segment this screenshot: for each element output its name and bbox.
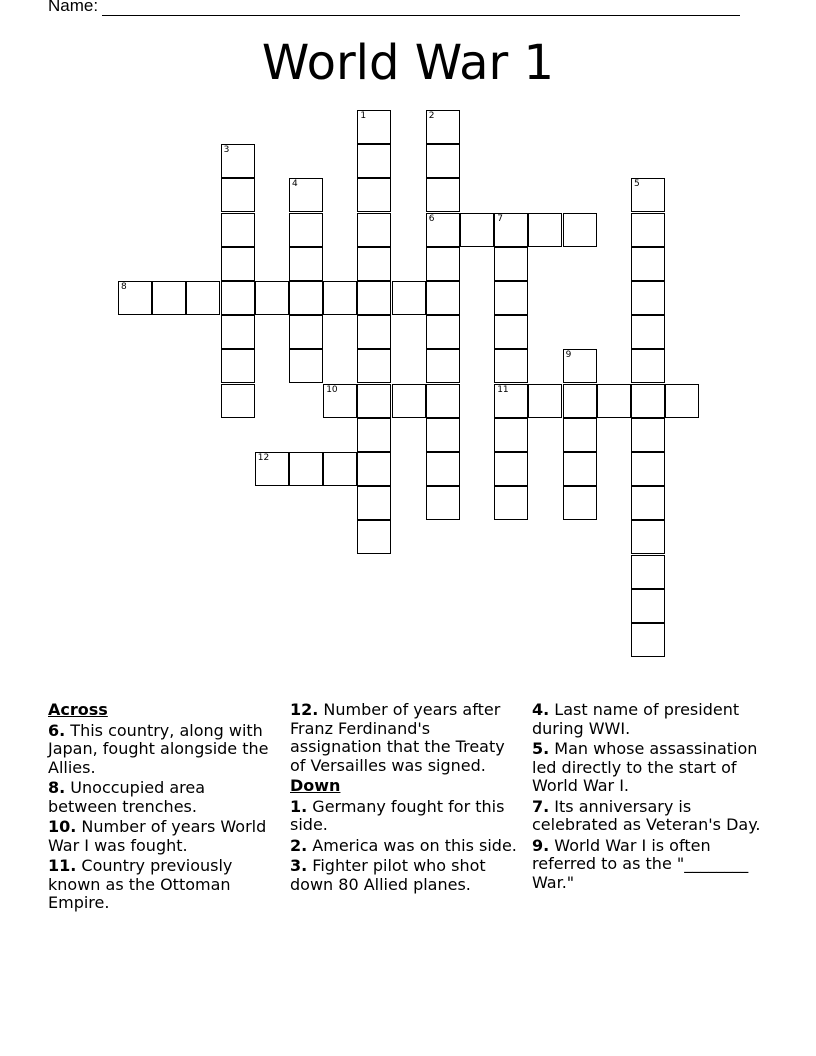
crossword-cell[interactable] <box>357 178 391 212</box>
crossword-cell[interactable] <box>323 452 357 486</box>
clue-number: 4. <box>532 700 550 719</box>
clue-down-1 <box>290 798 524 835</box>
crossword-cell[interactable] <box>221 144 255 178</box>
crossword-cell[interactable] <box>494 315 528 349</box>
crossword-cell[interactable] <box>186 281 220 315</box>
crossword-cell[interactable] <box>221 384 255 418</box>
crossword-cell[interactable] <box>563 418 597 452</box>
cell-number: 6 <box>428 213 435 224</box>
clues-column-3 <box>532 701 772 894</box>
crossword-cell[interactable] <box>563 452 597 486</box>
crossword-cell[interactable] <box>426 315 460 349</box>
crossword-cell[interactable] <box>426 213 460 247</box>
crossword-cell[interactable] <box>392 281 426 315</box>
crossword-cell[interactable] <box>255 452 289 486</box>
clue-number: 12. <box>290 700 319 719</box>
clue-down-7 <box>532 798 772 835</box>
crossword-cell[interactable] <box>563 486 597 520</box>
clue-down-4 <box>532 701 772 738</box>
crossword-cell[interactable] <box>528 213 562 247</box>
crossword-cell[interactable] <box>494 247 528 281</box>
crossword-cell[interactable] <box>221 315 255 349</box>
crossword-cell[interactable] <box>289 247 323 281</box>
crossword-cell[interactable] <box>357 144 391 178</box>
clue-text: Country previously known as the Ottoman Empire. <box>48 856 233 912</box>
crossword-cell[interactable] <box>289 452 323 486</box>
crossword-cell[interactable] <box>494 418 528 452</box>
clue-text: Fighter pilot who shot down 80 Allied planes. <box>290 856 486 894</box>
crossword-cell[interactable] <box>221 213 255 247</box>
crossword-cell[interactable] <box>221 178 255 212</box>
crossword-cell[interactable] <box>289 281 323 315</box>
crossword-cell[interactable] <box>631 315 665 349</box>
clue-number: 7. <box>532 796 550 816</box>
clue-text: Number of years World War I was fought. <box>48 817 267 855</box>
clue-text: This country, along with Japan, fought alongside the Allies. <box>48 720 269 777</box>
crossword-cell[interactable] <box>152 281 186 315</box>
crossword-cell[interactable] <box>563 349 597 383</box>
clues-column-1 <box>48 701 270 915</box>
crossword-cell[interactable] <box>357 247 391 281</box>
cell-number: 3 <box>223 145 230 156</box>
crossword-cell[interactable] <box>631 520 665 554</box>
crossword-cell[interactable] <box>357 520 391 554</box>
crossword-cell[interactable] <box>323 281 357 315</box>
cell-number: 9 <box>565 350 572 361</box>
crossword-cell[interactable] <box>631 384 665 418</box>
clue-down-2 <box>290 837 524 856</box>
crossword-cell[interactable] <box>426 349 460 383</box>
cell-number: 5 <box>634 179 640 190</box>
crossword-cell[interactable] <box>494 349 528 383</box>
crossword-cell[interactable] <box>357 213 391 247</box>
down-heading: Down <box>290 776 341 795</box>
crossword-cell[interactable] <box>665 384 699 418</box>
crossword-cell[interactable] <box>221 281 255 315</box>
across-heading: Across <box>48 700 108 719</box>
clue-text: Number of years after Franz Ferdinand's assignation that the Treaty of Versailles was signed. <box>290 700 505 775</box>
crossword-cell[interactable] <box>357 349 391 383</box>
crossword-cell[interactable] <box>426 384 460 418</box>
crossword-cell[interactable] <box>323 384 357 418</box>
crossword-cell[interactable] <box>597 384 631 418</box>
crossword-cell[interactable] <box>631 213 665 247</box>
crossword-cell[interactable] <box>494 281 528 315</box>
crossword-cell[interactable] <box>426 144 460 178</box>
crossword-cell[interactable] <box>289 349 323 383</box>
crossword-cell[interactable] <box>357 281 391 315</box>
crossword-cell[interactable] <box>631 623 665 657</box>
clue-down-9 <box>532 837 772 893</box>
clues-column-2 <box>290 701 524 896</box>
cell-number: 1 <box>360 111 367 121</box>
crossword-cell[interactable] <box>255 281 289 315</box>
crossword-cell[interactable] <box>289 315 323 349</box>
crossword-cell[interactable] <box>118 281 152 315</box>
crossword-cell[interactable] <box>426 418 460 452</box>
name-label: Name: <box>48 0 99 15</box>
clue-text: Unoccupied area between trenches. <box>48 778 206 816</box>
clue-text: World War I is often referred to as the "________ War." <box>532 835 749 892</box>
crossword-cell[interactable] <box>426 486 460 520</box>
crossword-cell[interactable] <box>631 281 665 315</box>
crossword-cell[interactable] <box>563 384 597 418</box>
clue-number: 1. <box>290 796 308 816</box>
clue-text: Last name of president during WWI. <box>532 700 740 738</box>
crossword-cell[interactable] <box>289 178 323 212</box>
cell-number: 7 <box>497 213 503 224</box>
crossword-cell[interactable] <box>494 384 528 418</box>
crossword-cell[interactable] <box>392 384 426 418</box>
crossword-cell[interactable] <box>631 247 665 281</box>
clue-text: Its anniversary is celebrated as Veteran's Day. <box>532 796 761 834</box>
clue-text: America was on this side. <box>307 835 517 855</box>
crossword-cell[interactable] <box>528 384 562 418</box>
clue-number: 11. <box>48 856 77 875</box>
clue-across-8 <box>48 779 270 816</box>
crossword-cell[interactable] <box>289 213 323 247</box>
crossword-cell[interactable] <box>563 213 597 247</box>
crossword-cell[interactable] <box>357 110 391 144</box>
crossword-cell[interactable] <box>631 555 665 589</box>
crossword-cell[interactable] <box>631 486 665 520</box>
crossword-cell[interactable] <box>631 452 665 486</box>
page-title: World War 1 <box>261 35 555 91</box>
crossword-cell[interactable] <box>357 315 391 349</box>
clue-text: Germany fought for this side. <box>290 796 505 834</box>
cell-number: 11 <box>497 384 509 395</box>
clue-down-3 <box>290 857 524 894</box>
clue-across-10 <box>48 818 270 855</box>
crossword-cell[interactable] <box>426 247 460 281</box>
crossword-cell[interactable] <box>357 384 391 418</box>
crossword-cell[interactable] <box>494 486 528 520</box>
crossword-cell[interactable] <box>357 486 391 520</box>
crossword-cell[interactable] <box>426 178 460 212</box>
clue-across-12 <box>290 701 524 775</box>
crossword-cell[interactable] <box>357 452 391 486</box>
cell-number: 10 <box>326 384 338 395</box>
crossword-cell[interactable] <box>426 281 460 315</box>
crossword-cell[interactable] <box>357 418 391 452</box>
crossword-cell[interactable] <box>631 349 665 383</box>
clue-across-11 <box>48 857 270 913</box>
clue-across-6 <box>48 722 270 778</box>
clue-number: 6. <box>48 720 66 740</box>
clue-text: Man whose assassination led directly to the start of World War I. <box>532 739 758 795</box>
crossword-cell[interactable] <box>631 589 665 623</box>
clue-number: 5. <box>532 739 550 758</box>
crossword-cell[interactable] <box>494 452 528 486</box>
crossword-cell[interactable] <box>494 213 528 247</box>
cell-number: 2 <box>428 111 435 121</box>
cell-number: 4 <box>292 179 298 190</box>
clue-number: 10. <box>48 817 77 836</box>
clue-number: 9. <box>532 835 550 855</box>
crossword-cell[interactable] <box>631 418 665 452</box>
cell-number: 12 <box>257 453 270 463</box>
crossword-cell[interactable] <box>460 213 494 247</box>
cell-number: 8 <box>121 282 127 292</box>
clue-down-5 <box>532 740 772 796</box>
crossword-cell[interactable] <box>631 178 665 212</box>
crossword-cell[interactable] <box>221 247 255 281</box>
crossword-cell[interactable] <box>221 349 255 383</box>
crossword-cell[interactable] <box>426 452 460 486</box>
clue-number: 2. <box>290 835 308 855</box>
clue-number: 3. <box>290 856 308 875</box>
crossword-cell[interactable] <box>426 110 460 144</box>
clue-number: 8. <box>48 778 66 797</box>
